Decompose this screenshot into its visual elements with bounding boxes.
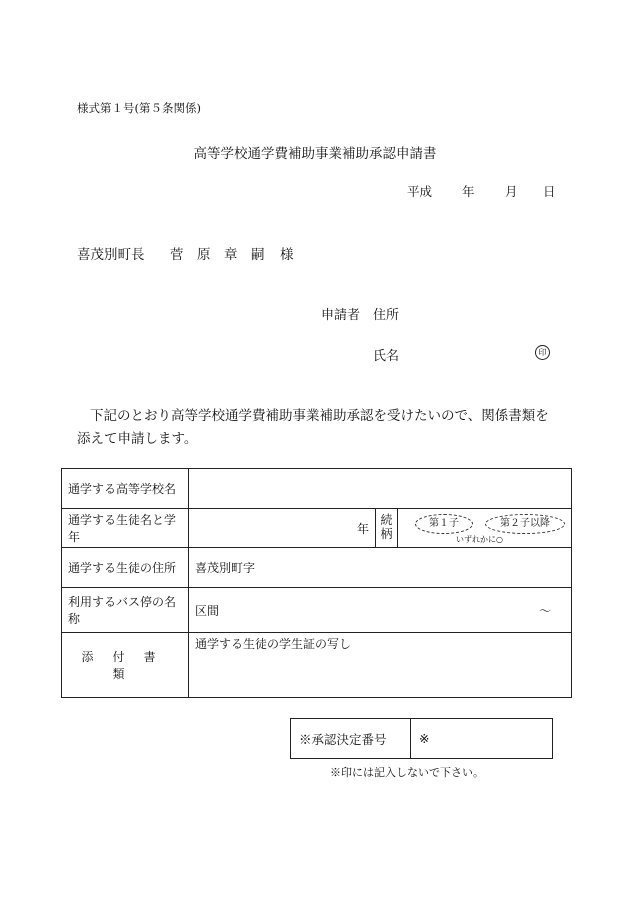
bus-stop-label: 利用するバス停の名称 — [62, 588, 189, 633]
choose-note: いずれかに○ — [456, 535, 503, 544]
applicant-address-label: 住所 — [373, 308, 400, 323]
approval-number-label: ※承認決定番号 — [291, 719, 411, 759]
table-row — [291, 719, 553, 759]
seal-mark: 印 — [535, 345, 550, 360]
approval-table — [290, 718, 553, 759]
addressee-honorific: 様 — [280, 247, 294, 263]
form-number: 様式第１号(第５条関係) — [77, 101, 201, 115]
first-child-option[interactable]: 第１子 — [415, 514, 473, 534]
student-address-field[interactable]: 喜茂別町字 — [189, 548, 572, 588]
approval-number-field: ※ — [411, 719, 553, 759]
table-row — [62, 633, 572, 698]
student-field — [189, 509, 572, 548]
applicant-name-label: 氏名 — [373, 349, 400, 364]
grade-unit: 年 — [356, 522, 369, 536]
table-row — [62, 548, 572, 588]
school-field[interactable] — [189, 469, 572, 509]
student-address-label: 通学する生徒の住所 — [62, 548, 189, 588]
footnote: ※印には記入しないで下さい。 — [330, 766, 484, 779]
student-label: 通学する生徒名と学年 — [62, 509, 189, 548]
school-label: 通学する高等学校名 — [62, 469, 189, 509]
relation-label: 続柄 — [376, 509, 398, 547]
bus-section-label: 区間 — [195, 603, 220, 618]
date-era: 平成 — [407, 184, 433, 199]
addressee-name: 菅 原 章 嗣 — [170, 247, 265, 263]
second-child-option[interactable]: 第２子以降 — [485, 514, 565, 534]
bus-stop-field[interactable] — [189, 588, 572, 633]
application-table — [61, 468, 572, 698]
date-month: 月 — [505, 184, 518, 199]
body-text: 下記のとおり高等学校通学費補助事業補助承認を受けたいので、関係書類を添えて申請します。 — [77, 408, 549, 447]
bus-range-separator: 〜 — [539, 604, 552, 618]
table-row — [62, 469, 572, 509]
table-row — [62, 588, 572, 633]
applicant-label: 申請者 — [321, 308, 361, 323]
attachment-value: 通学する生徒の学生証の写し — [189, 633, 572, 698]
table-row — [62, 509, 572, 548]
student-name-grade-field[interactable] — [189, 509, 376, 547]
addressee-office: 喜茂別町長 — [77, 247, 145, 263]
attachment-label: 添付書類 — [62, 633, 189, 698]
document-title: 高等学校通学費補助事業補助承認申請書 — [193, 146, 437, 162]
date-day: 日 — [543, 184, 556, 199]
date-year: 年 — [462, 184, 475, 199]
